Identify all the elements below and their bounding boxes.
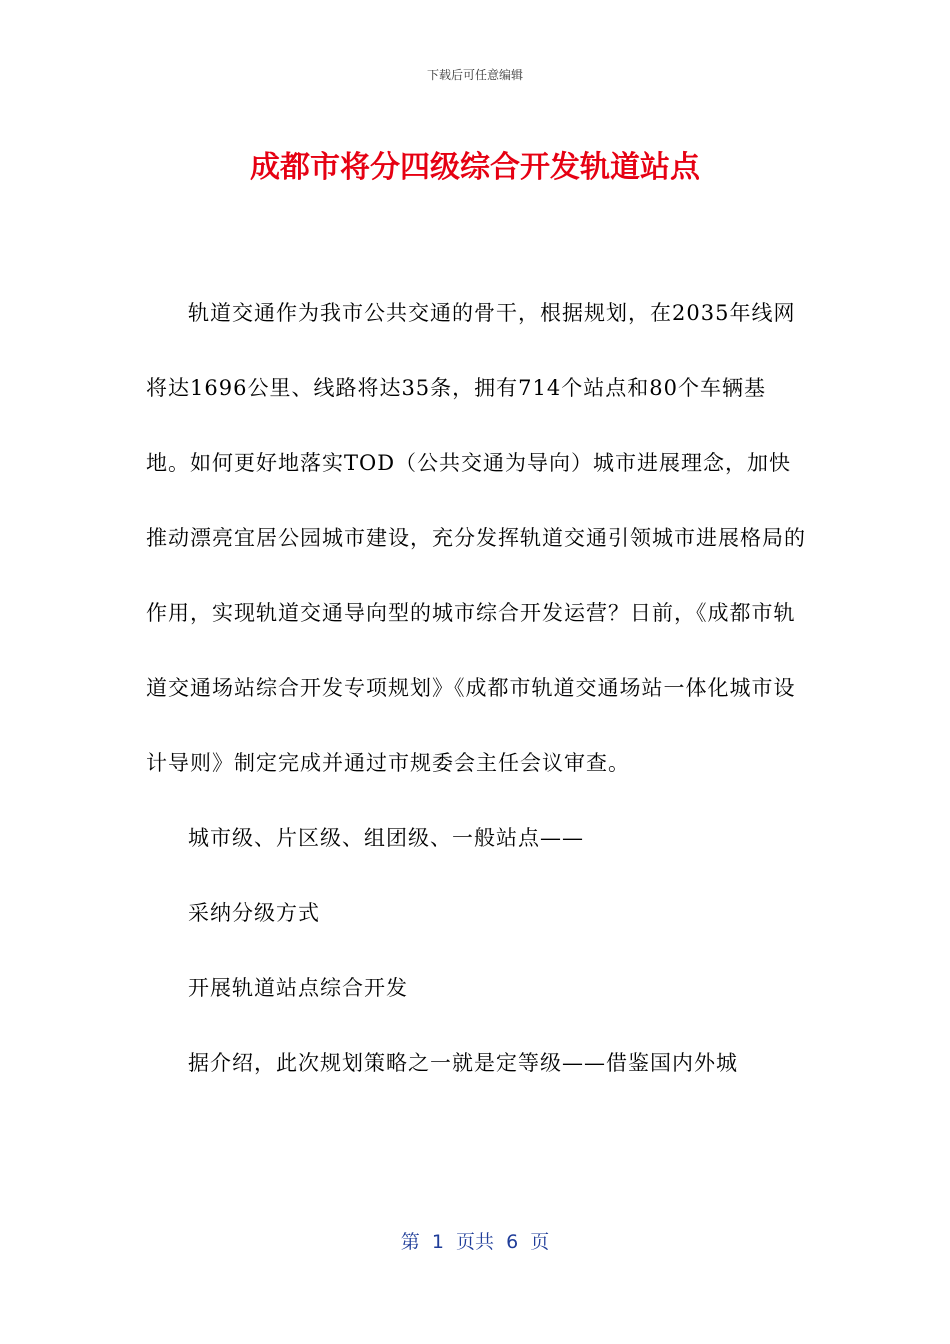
page-number-footer: 第 1 页共 6 页 [400,1231,550,1253]
document-body [146,276,806,1101]
paragraph: 据介绍，此次规划策略之一就是定等级——借鉴国内外城 [188,1051,738,1075]
page-title: 成都市将分四级综合开发轨道站点 [250,150,700,185]
paragraph: 城市级、片区级、组团级、一般站点—— [188,826,584,850]
header-note: 下载后可任意编辑 [426,68,523,82]
paragraph: 轨道交通作为我市公共交通的骨干，根据规划，在2035年线网将达1696公里、线路将达35条，拥有714个站点和80个车辆基地。如何更好地落实TOD（公共交通为导向）城市进展理念，加快推动漂亮宜居公园城市建设，充分发挥轨道交通引领城市进展格局的作用，实现轨道交通导向型的城市综合开发运营？日前，《成都市轨道交通场站综合开发专项规划》《成都市轨道交通场站一体化城市设计导则》制定完成并通过市规委会主任会议审查。 [146,301,806,775]
paragraph: 开展轨道站点综合开发 [188,976,408,1000]
paragraph: 采纳分级方式 [188,901,320,925]
